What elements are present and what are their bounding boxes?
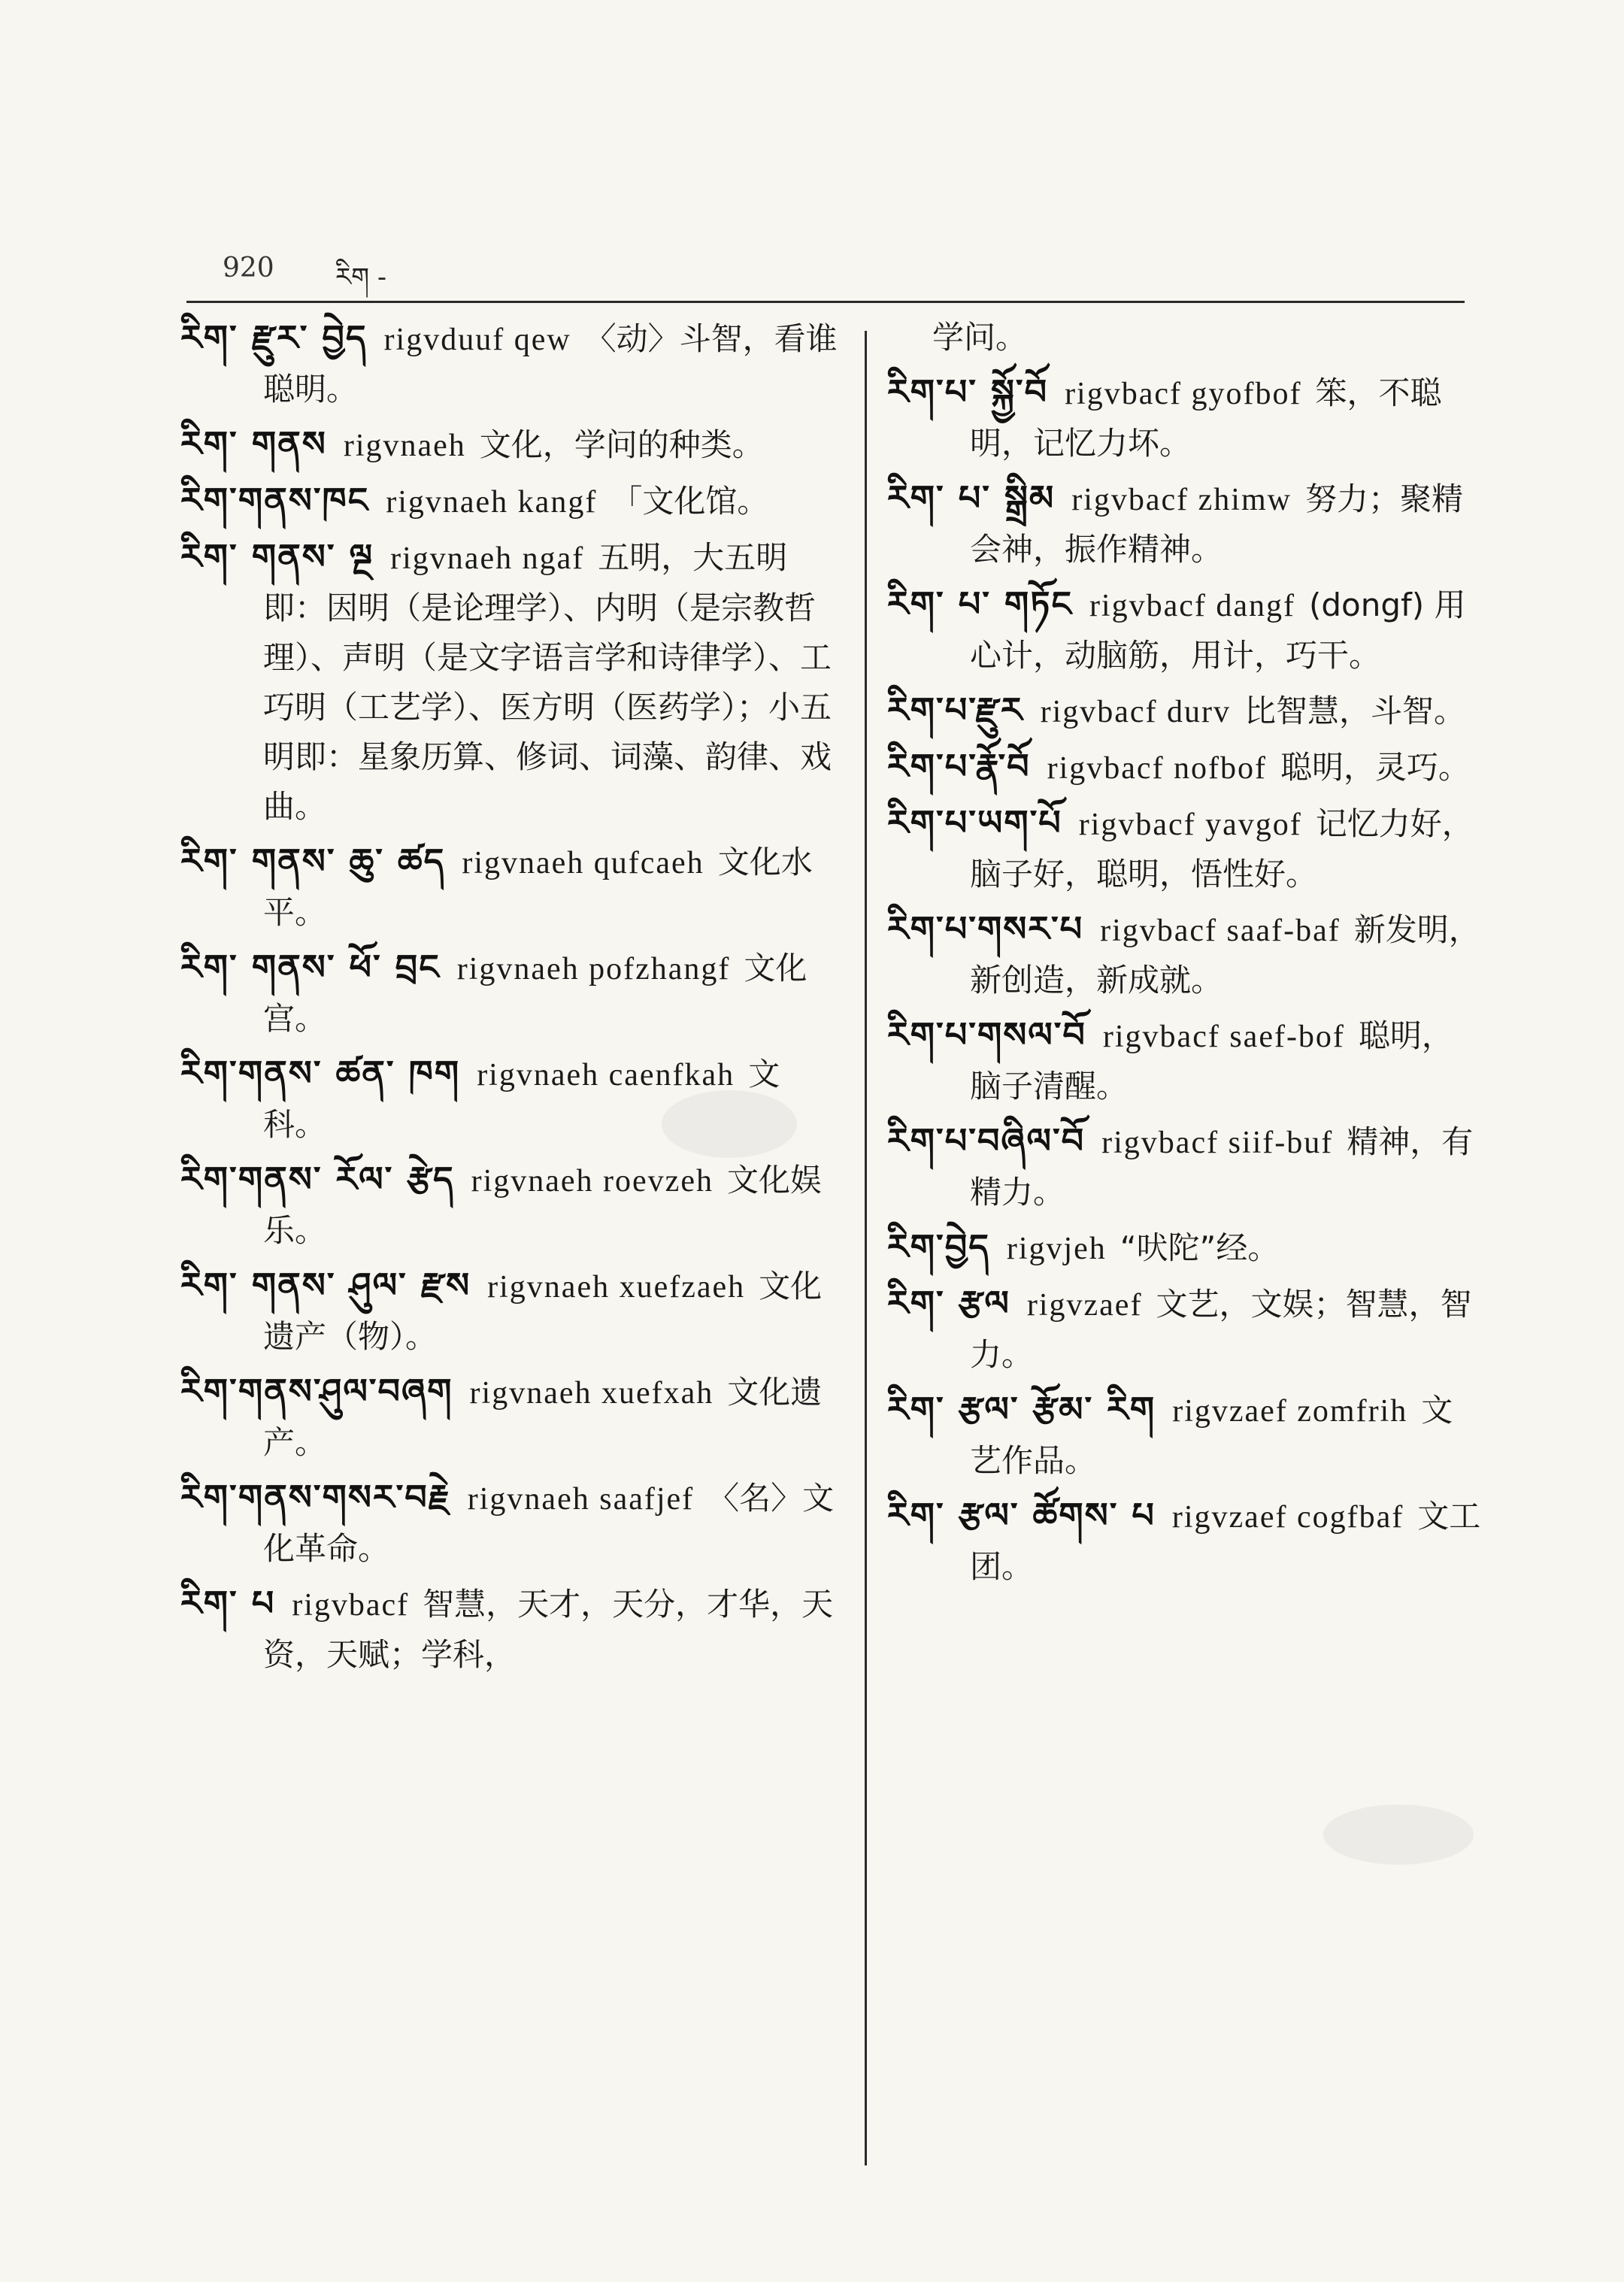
- entry-definition: 五明，大五明即：因明（是论理学）、内明（是宗教哲理）、声明（是文字语言学和诗律学）、工巧明（工艺学）、医方明（医药学）；小五明即：星象历算、修词、词藻、韵律、戏曲。: [263, 539, 832, 825]
- entry-romanization: rigvnaeh ngaf: [390, 541, 585, 576]
- entry-romanization: rigvbacf yavgof: [1078, 808, 1302, 842]
- dictionary-entry: [180, 942, 842, 1044]
- entry-headword-tibetan: རིག་ རྩལ: [887, 1283, 1010, 1323]
- entry-romanization: rigvnaeh: [343, 429, 466, 463]
- entry-romanization: rigvzaef cogfbaf: [1171, 1500, 1404, 1535]
- entry-headword-tibetan: རིག་ པ་ སྒྲིམ: [887, 477, 1056, 518]
- entry-romanization: rigvbacf gyofbof: [1065, 377, 1302, 411]
- dictionary-entry: [180, 1366, 842, 1468]
- page-number: 920: [223, 253, 274, 283]
- entry-definition: 聪明，脑子清醒。: [970, 1017, 1453, 1105]
- entry-definition: 文化遗产（物）。: [263, 1268, 823, 1355]
- dictionary-entry: [887, 685, 1481, 737]
- column-divider: [865, 331, 867, 2165]
- entry-definition: 文艺作品。: [970, 1392, 1453, 1479]
- dictionary-entry: [180, 532, 842, 832]
- entry-definition: 努力；聚精会神，振作精神。: [970, 480, 1463, 568]
- dictionary-entry: [180, 1260, 842, 1362]
- scan-smudge: [1323, 1805, 1474, 1865]
- entry-headword-tibetan: རིག་ པ་ གཏོང: [887, 583, 1073, 624]
- entry-definition: 智慧，天才，天分，才华，天资，天赋；学科，: [263, 1586, 834, 1673]
- entry-headword-tibetan: རིག་ གནས་ ཕོ་ བྲང: [180, 947, 441, 987]
- entry-headword-tibetan: རིག་པ་བཞིལ་བོ: [887, 1120, 1086, 1161]
- running-head: རིག -: [335, 262, 387, 292]
- entry-headword-tibetan: རིག་ གནས་ ཆུ་ ཚད: [180, 841, 446, 881]
- entry-headword-tibetan: རིག་གནས་གསར་བརྗེ: [180, 1477, 451, 1517]
- entry-definition: 文工团。: [970, 1498, 1481, 1585]
- entry-romanization: rigvnaeh kangf: [386, 485, 598, 520]
- entry-romanization: rigvbacf zhimw: [1071, 483, 1292, 517]
- dictionary-entry: [180, 475, 842, 527]
- entry-headword-tibetan: རིག་ པ: [180, 1583, 276, 1623]
- entry-headword-tibetan: རིག་གནས་ཁང: [180, 480, 370, 520]
- entry-romanization: rigvnaeh xuefxah: [469, 1376, 714, 1411]
- entry-definition: 文化宫。: [263, 950, 807, 1037]
- entry-definition: 聪明，灵巧。: [1280, 749, 1471, 786]
- entry-romanization: rigvnaeh roevzeh: [471, 1164, 714, 1199]
- dictionary-entry: [180, 1578, 842, 1680]
- entry-romanization: rigvbacf dangf: [1089, 589, 1295, 623]
- entry-definition: 「文化馆。: [611, 483, 769, 520]
- entry-headword-tibetan: རིག་ གནས: [180, 423, 327, 464]
- entry-definition: 文艺，文娱；智慧，智力。: [970, 1286, 1472, 1373]
- entry-definition: 文化，学问的种类。: [479, 426, 764, 463]
- entry-romanization: rigvbacf durv: [1040, 695, 1231, 729]
- entry-romanization: rigvduuf qew: [383, 323, 571, 357]
- dictionary-entry: [887, 473, 1481, 574]
- entry-definition: “吠陀”经。: [1120, 1229, 1280, 1266]
- entry-headword-tibetan: རིག་ རྩལ་ ཚོགས་ པ: [887, 1495, 1156, 1535]
- entry-headword-tibetan: རིག་གནས་ཤུལ་བཞག: [180, 1371, 453, 1411]
- right-column: [887, 313, 1481, 1596]
- dictionary-entry: [887, 367, 1481, 468]
- entry-romanization: rigvbacf saaf-baf: [1100, 914, 1341, 948]
- entry-headword-tibetan: རིག་ གནས་ ལྔ: [180, 536, 374, 577]
- entry-romanization: rigvnaeh xuefzaeh: [487, 1270, 746, 1305]
- entry-romanization: rigvnaeh saafjef: [467, 1482, 695, 1517]
- entry-headword-tibetan: རིག་པ་ཡག་པོ: [887, 802, 1062, 843]
- entry-headword-tibetan: རིག་ རྩལ་ རྩོམ་ རིག: [887, 1389, 1156, 1429]
- entry-romanization: rigvbacf: [292, 1588, 410, 1623]
- entry-headword-tibetan: རིག་ གནས་ ཤུལ་ རྫས: [180, 1265, 471, 1305]
- dictionary-entry: [180, 1154, 842, 1256]
- entry-definition: 〈名〉文化革命。: [263, 1480, 835, 1567]
- dictionary-entry: [887, 741, 1481, 793]
- entry-definition: 文化遗产。: [263, 1374, 823, 1461]
- entry-definition: 学问。: [932, 319, 1028, 356]
- dictionary-entry: [887, 1384, 1481, 1486]
- entry-definition: 文化娱乐。: [263, 1162, 822, 1249]
- entry-definition: 〈动〉斗智，看谁聪明。: [263, 320, 838, 408]
- page-header: [215, 248, 1463, 308]
- header-rule: [186, 301, 1465, 303]
- entry-definition: (dongf) 用心计，动脑筋，用计，巧干。: [970, 586, 1466, 674]
- entry-headword-tibetan: རིག་གནས་ ཚན་ ཁག: [180, 1053, 461, 1093]
- entry-definition: 笨，不聪明，记忆力坏。: [970, 374, 1442, 462]
- entry-headword-tibetan: རིག་པ་རྫུར: [887, 689, 1024, 730]
- entry-definition: 记忆力好，脑子好，聪明，悟性好。: [970, 805, 1474, 892]
- dictionary-entry: [180, 1472, 842, 1574]
- dictionary-entry: [887, 904, 1481, 1005]
- entry-headword-tibetan: རིག་པ་ སྐྱོ་བོ: [887, 371, 1049, 412]
- entry-romanization: rigvbacf nofbof: [1047, 751, 1268, 786]
- dictionary-entry: [180, 419, 842, 471]
- left-column: [180, 313, 842, 1684]
- entry-romanization: rigvzaef zomfrih: [1172, 1394, 1408, 1429]
- scan-smudge: [662, 1090, 797, 1158]
- entry-headword-tibetan: རིག་བྱེད: [887, 1226, 990, 1267]
- dictionary-entry: [887, 798, 1481, 899]
- entry-romanization: rigvnaeh caenfkah: [477, 1058, 735, 1093]
- dictionary-entry: [887, 1222, 1481, 1274]
- entry-headword-tibetan: རིག་པ་རྣོ་བོ: [887, 746, 1031, 786]
- entry-definition: 比智慧，斗智。: [1244, 692, 1466, 729]
- entry-definition: 精神，有精力。: [970, 1123, 1474, 1211]
- dictionary-entry: [887, 1278, 1481, 1380]
- entry-headword-tibetan: རིག་གནས་ རོལ་ རྩེད: [180, 1159, 455, 1199]
- entry-romanization: rigvnaeh pofzhangf: [456, 952, 731, 986]
- entry-definition: 文化水平。: [263, 844, 813, 931]
- entry-definition: 新发明，新创造，新成就。: [970, 911, 1480, 999]
- entry-romanization: rigvjeh: [1006, 1232, 1107, 1266]
- entry-romanization: rigvnaeh qufcaeh: [462, 846, 704, 880]
- entry-romanization: rigvzaef: [1026, 1288, 1143, 1323]
- dictionary-entry: [887, 579, 1481, 680]
- entry-romanization: rigvbacf saef-bof: [1102, 1020, 1345, 1054]
- dictionary-entry: [180, 836, 842, 938]
- dictionary-entry: [887, 1010, 1481, 1111]
- entry-romanization: rigvbacf siif-buf: [1101, 1126, 1334, 1160]
- dictionary-entry: [887, 313, 1481, 362]
- dictionary-entry: [887, 1116, 1481, 1217]
- entry-headword-tibetan: རིག་པ་གསར་པ: [887, 908, 1084, 949]
- entry-headword-tibetan: རིག་པ་གསལ་བོ: [887, 1014, 1086, 1055]
- dictionary-entry: [887, 1490, 1481, 1592]
- entry-headword-tibetan: རིག་ རྫུར་ བྱེད: [180, 317, 368, 358]
- entry-definition: 文科。: [263, 1056, 780, 1143]
- dictionary-entry: [180, 313, 842, 414]
